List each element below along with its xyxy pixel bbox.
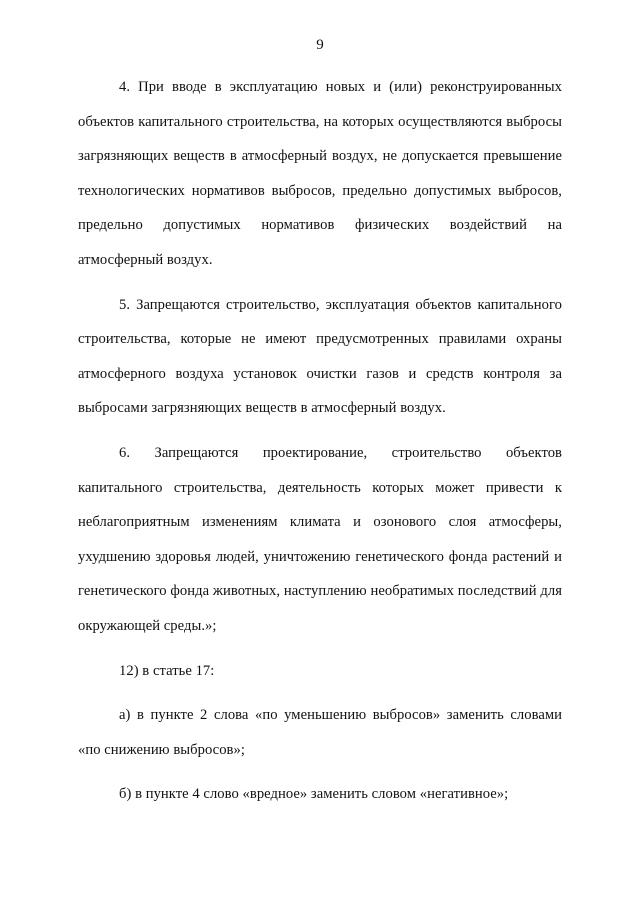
paragraph-article-17: 12) в статье 17: — [119, 662, 215, 679]
paragraph-item-4: 4. При вводе в эксплуатацию новых и (или) реконструированных объектов капитального строительства, на которых осуществляются выбросы загрязняющих веществ в атмосферный воздух, не допускается превышение технологических нормативов выбросов, предельно допустимых выбросов, предельно допустимых нормативов физических воздействий на атмосферный воздух. — [78, 79, 562, 268]
page-number: 9 — [316, 37, 324, 53]
paragraph-subitem-b: б) в пункте 4 слово «вредное» заменить словом «негативное»; — [119, 786, 509, 803]
paragraph-item-6: 6. Запрещаются проектирование, строительство объектов капитального строительства, деятельность которых может привести к неблагоприятным изменениям климата и озонового слоя атмосферы, ухудшению здоровья людей, уничтожению генетического фонда растений и генетического фонда животных, наступлению необратимых последствий для окружающей среды.»; — [78, 444, 562, 634]
paragraph-item-5: 5. Запрещаются строительство, эксплуатация объектов капитального строительства, которые не имеют предусмотренных правилами охраны атмосферного воздуха установок очистки газов и средств контроля за выбросами загрязняющих веществ в атмосферный воздух. — [78, 296, 562, 417]
paragraph-subitem-a: а) в пункте 2 слова «по уменьшению выбросов» заменить словами «по снижению выбросов»; — [78, 707, 562, 758]
